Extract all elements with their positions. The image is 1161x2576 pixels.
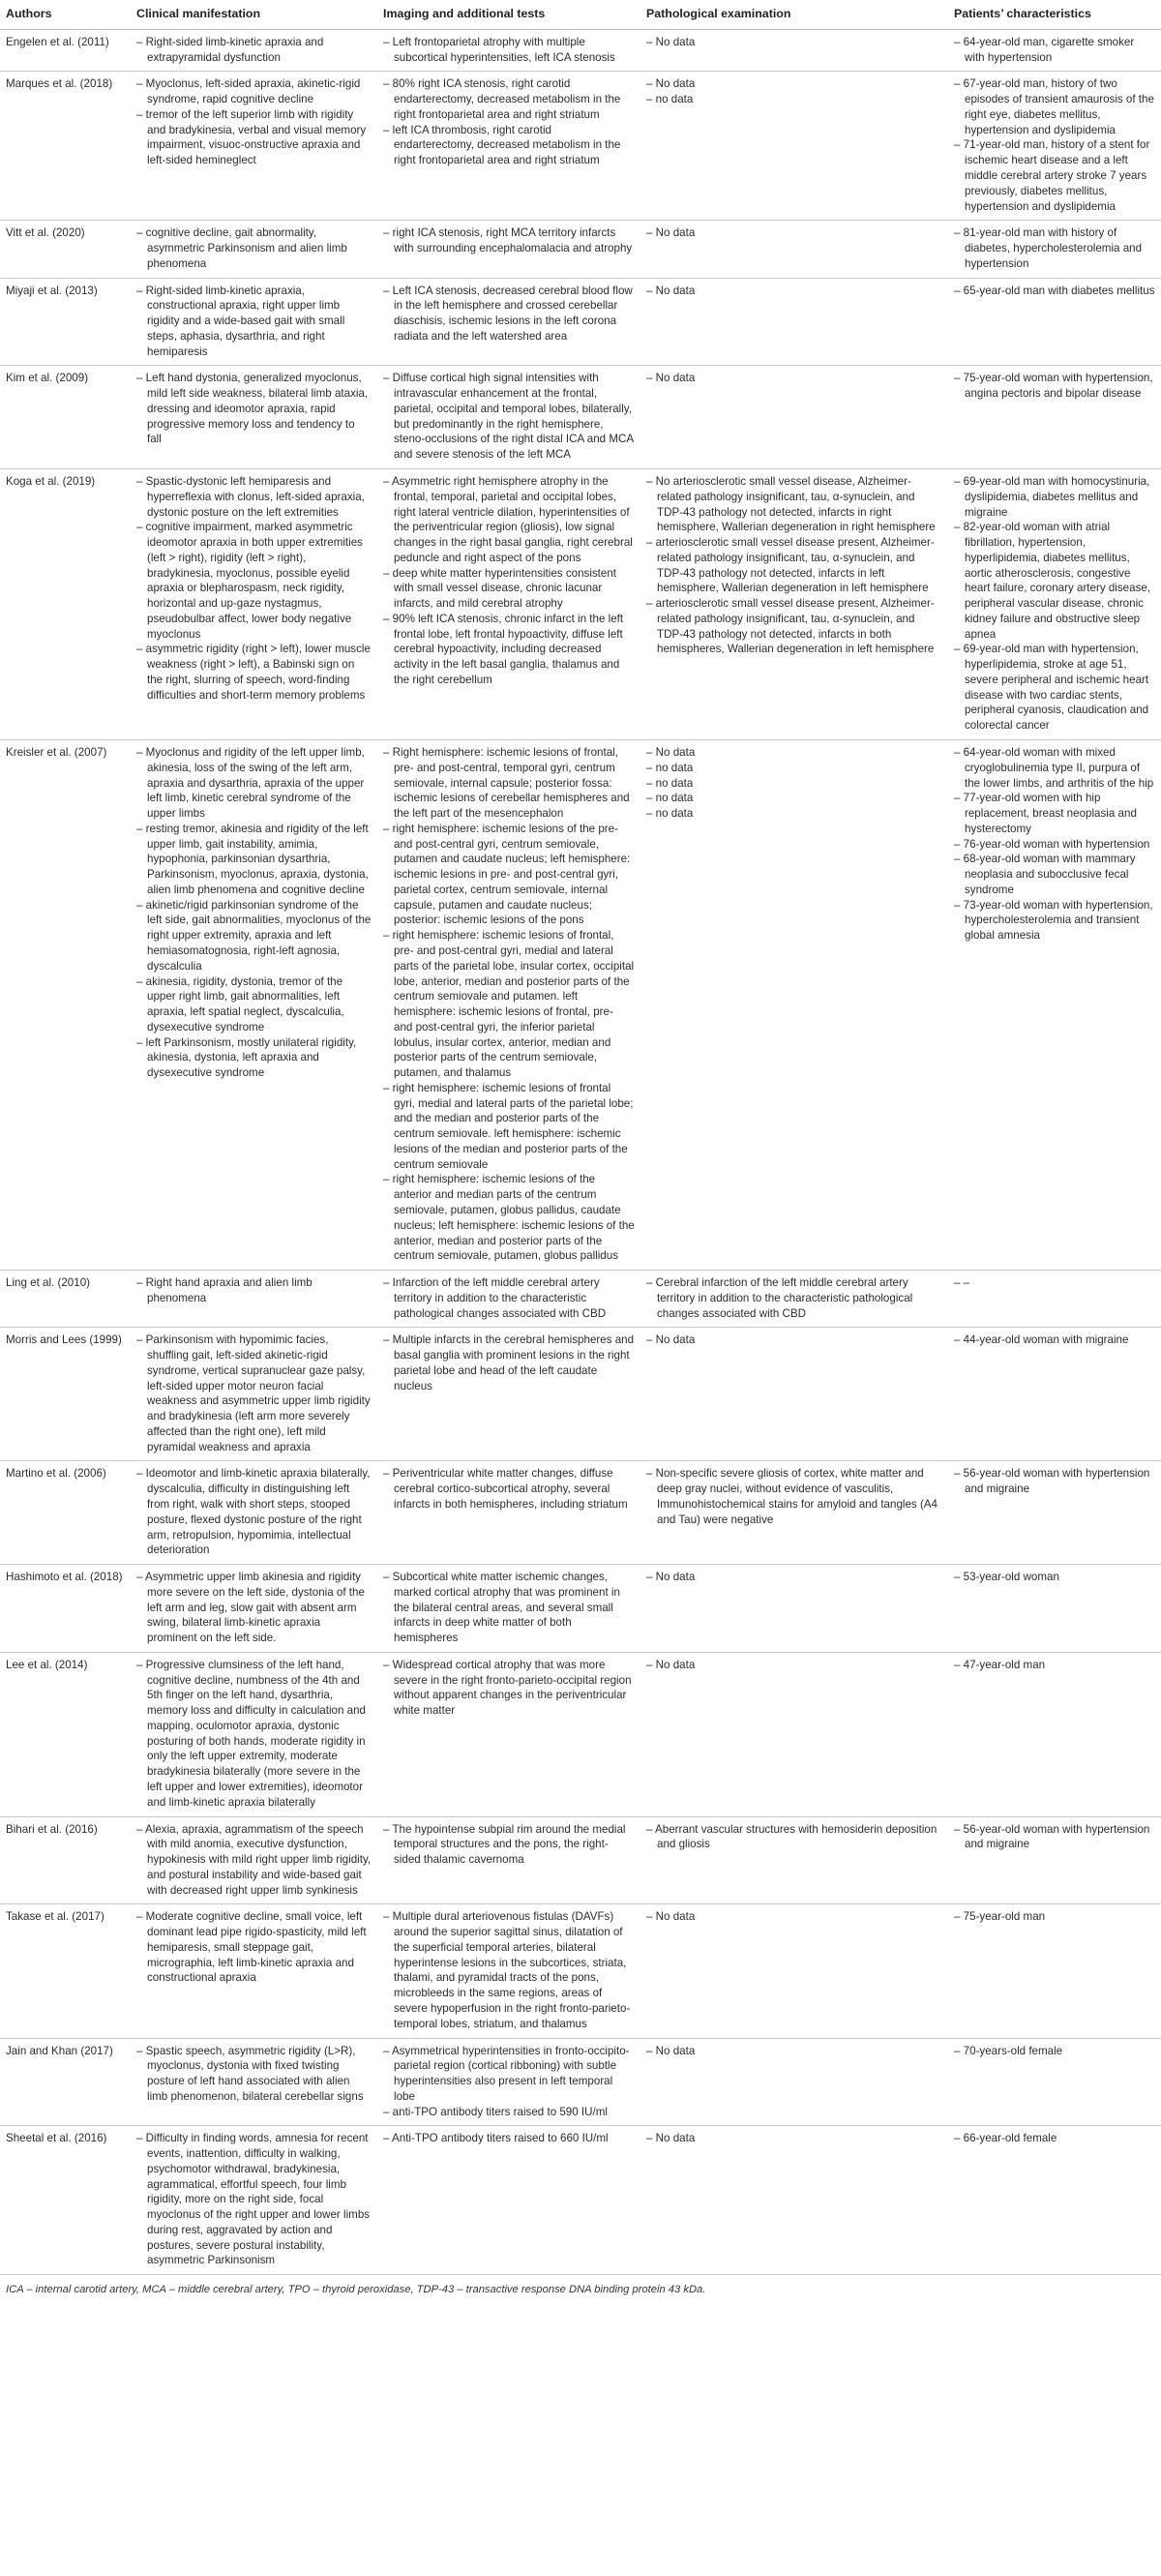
cell-item: – Non-specific severe gliosis of cortex, white matter and deep gray nuclei, without evidence of vasculitis, Immunohistochemical stains for amyloid and tangles (A4 and Tau) were negative [646,1467,938,1526]
cell-item: – cognitive decline, gait abnormality, asymmetric Parkinsonism and alien limb phenomena [136,226,347,270]
cell-item: – Widespread cortical atrophy that was more severe in the right fronto-parieto-occipital region without apparent changes in the periventricular white matter [383,1658,632,1718]
cell-item: – left Parkinsonism, mostly unilateral rigidity, akinesia, dystonia, left apraxia and dysexecutive syndrome [136,1035,357,1080]
patients-cell [948,366,1161,469]
cell-item: – Multiple infarcts in the cerebral hemispheres and basal ganglia with prominent lesions in the right parietal lobe and head of the left caudate nucleus [383,1333,635,1393]
cell-item: – left ICA thrombosis, right carotid endarterectomy, decreased metabolism in the right frontoparietal area and right striatum [383,123,621,167]
cell-item: – Moderate cognitive decline, small voice, left dominant lead pipe rigido-spasticity, mild left hemiparesis, small steppage gait, micrographia, left limb-kinetic apraxia and constructional apraxia [136,1910,367,1985]
patients-cell [948,2038,1161,2126]
cell-item: – Left frontoparietal atrophy with multiple subcortical hyperintensities, left ICA stenosis [383,35,615,64]
cell-item: – Right hand apraxia and alien limb phenomena [136,1276,313,1304]
table-header [0,0,1161,29]
cell-item: – 80% right ICA stenosis, right carotid endarterectomy, decreased metabolism in the right frontoparietal area and right striatum [383,77,621,121]
imaging-cell [377,1328,640,1461]
cell-item: – Spastic-dystonic left hemiparesis and hyperreflexia with clonus, left-sided apraxia, dystonic posture on the left extremities [136,475,365,519]
cell-item: – Right-sided limb-kinetic apraxia, constructional apraxia, right upper limb rigidity and a wide-based gait with small steps, aphasia, dysarthria, and right hemiparesis [136,284,345,358]
cell-item: – Ideomotor and limb-kinetic apraxia bilaterally, dyscalculia, difficulty in distinguishing left from right, walk with short steps, stooped posture, flexed dystonic posture of the right arm, retropulsion, hypomimia, intellectual deterioration [136,1467,371,1557]
imaging-cell [377,1816,640,1904]
patients-cell [948,1271,1161,1328]
imaging-cell [377,72,640,221]
table-row [0,2038,1161,2126]
author-cell: Lee et al. (2014) [0,1652,131,1816]
clinical-cell [131,29,377,72]
pathology-cell [640,278,948,366]
header-authors: Authors [0,0,131,29]
pathology-cell [640,740,948,1271]
imaging-cell [377,1271,640,1328]
author-cell: Koga et al. (2019) [0,469,131,740]
cell-item: – right hemisphere: ischemic lesions of the pre- and post-central gyri, centrum semiovale, putamen and caudate nucleus; left hemisphere: ischemic lesions in pre- and post-central gyri, parietal cortex, centrum semiovale, internal capsule, putamen and caudate nucleus; posterior: ischemic lesions of the pons [383,822,631,927]
author-cell: Jain and Khan (2017) [0,2038,131,2126]
table-row [0,72,1161,221]
pathology-cell [640,1328,948,1461]
cell-item: – 75-year-old man [954,1910,1046,1924]
cell-item: – No arteriosclerotic small vessel disease, Alzheimer-related pathology insignificant, tau, α-synuclein, and TDP-43 pathology not detected, infarcts in right hemisphere, Wallerian degeneration in right hemisphere [646,475,936,534]
author-cell: Kreisler et al. (2007) [0,740,131,1271]
cell-item: – right ICA stenosis, right MCA territory infarcts with surrounding encephalomalacia and atrophy [383,226,633,255]
cell-item: – Diffuse cortical high signal intensities with intravascular enhancement at the frontal, parietal, occipital and temporal lobes, bilaterally, but predominantly in the right hemisphere, steno-occlusions of the right distal ICA and MCA and severe stenosis of the left MCA [383,372,634,462]
imaging-cell [377,469,640,740]
cell-item: – Periventricular white matter changes, diffuse cerebral cortico-subcortical atrophy, several infarcts in both hemispheres, including striatum [383,1467,628,1511]
cell-item: – 82-year-old woman with atrial fibrillation, hypertension, hyperlipidemia, diabetes mellitus, aortic atherosclerosis, congestive heart failure, coronary artery disease, peripheral vascular disease, chronic kidney failure and obstructive sleep apnea [954,521,1151,641]
cell-item: – 73-year-old woman with hypertension, hypercholesterolemia and transient global amnesia [954,898,1153,943]
cell-item: – Right hemisphere: ischemic lesions of frontal, pre- and post-central, temporal gyri, centrum semiovale, internal capsule; posterior fossa: ischemic lesions of cerebellar hemispheres and the left part of the mesencephalon [383,746,630,821]
cell-item: – 67-year-old man, history of two episodes of transient amaurosis of the right eye, diabetes mellitus, hypertension and dyslipidemia [954,77,1154,136]
imaging-cell [377,1652,640,1816]
clinical-cell [131,1652,377,1816]
cell-item: – 56-year-old woman with hypertension and migraine [954,1822,1150,1851]
cell-item: – Spastic speech, asymmetric rigidity (L>R), myoclonus, dystonia with fixed twisting posture of left hand associated with alien limb phenomenon, bilateral cerebellar signs [136,2044,364,2103]
cell-item: – Asymmetric upper limb akinesia and rigidity more severe on the left side, dystonia of the left arm and leg, slow gait with absent arm swing, bilateral limb-kinetic apraxia prominent on the left side. [136,1571,365,1645]
cell-item: – right hemisphere: ischemic lesions of frontal gyri, medial and lateral parts of the parietal lobe; and the median and posterior parts of the centrum semiovale. left hemisphere: ischemic lesions of the median and posterior parts of the centrum semiovale [383,1081,634,1171]
cell-item: – no data [646,93,694,106]
cell-item: – Difficulty in finding words, amnesia for recent events, inattention, difficulty in walking, psychomotor withdrawal, bradykinesia, agrammatical, effortful speech, four limb rigidity, more on the right side, focal myoclonus of the right upper and lower limbs during rest, aggravated by action and postures, severe postural instability, asymmetric Parkinsonism [136,2132,371,2267]
author-cell: Sheetal et al. (2016) [0,2126,131,2275]
clinical-cell [131,1461,377,1565]
cell-item: – cognitive impairment, marked asymmetric ideomotor apraxia in both upper extremities (left > right), rigidity (left > right), bradykinesia, myoclonus, possible eyelid apraxia or blepharospasm, neck rigidity, horizontal and up-gaze nystagmus, pseudobulbar affect, lower body negative myoclonus [136,521,363,641]
patients-cell [948,278,1161,366]
author-cell: Marques et al. (2018) [0,72,131,221]
cell-item: – akinesia, rigidity, dystonia, tremor of the upper right limb, gait abnormalities, left apraxia, left spatial neglect, dyscalculia, dysexecutive syndrome [136,974,344,1033]
cell-item: – arteriosclerotic small vessel disease present, Alzheimer-related pathology insignificant, tau, α-synuclein, and TDP-43 pathology not detected, infarcts in left hemisphere, Wallerian degeneration in left hemisphere [646,536,935,595]
cell-item: – Right-sided limb-kinetic apraxia and extrapyramidal dysfunction [136,35,324,64]
author-cell: Ling et al. (2010) [0,1271,131,1328]
cell-item: – tremor of the left superior limb with rigidity and bradykinesia, verbal and visual memory impairment, visuoc-onstructive apraxia and left-sided hemineglect [136,107,367,167]
header-imaging-tests: Imaging and additional tests [377,0,640,29]
cell-item: – 77-year-old women with hip replacement, breast neoplasia and hysterectomy [954,792,1137,835]
cell-item: – Multiple dural arteriovenous fistulas (DAVFs) around the superior sagittal sinus, dilatation of the superficial temporal arteries, bilateral hyperintense lesions in the subcortices, striata, thalami, and pyramidal tracts of the pons, microbleeds in the same regions, areas of severe hypoperfusion in the right fronto-parieto-temporal lobes, striatum, and thalamus [383,1910,631,2030]
table-row [0,1904,1161,2038]
imaging-cell [377,278,640,366]
author-cell: Martino et al. (2006) [0,1461,131,1565]
patients-cell [948,1328,1161,1461]
clinical-cell [131,1816,377,1904]
author-cell: Morris and Lees (1999) [0,1328,131,1461]
patients-cell [948,1816,1161,1904]
table-footnote: ICA – internal carotid artery, MCA – middle cerebral artery, TPO – thyroid peroxidase, TDP-43 – transactive response DNA binding protein 43 kDa. [6,2284,706,2296]
imaging-cell [377,1461,640,1565]
cell-item: – No data [646,1910,696,1924]
cell-item: – 68-year-old woman with mammary neoplasia and subocclusive fecal syndrome [954,853,1136,896]
cell-item: – Aberrant vascular structures with hemosiderin deposition and gliosis [646,1822,938,1851]
table-row [0,2126,1161,2275]
clinical-cell [131,366,377,469]
patients-cell [948,1565,1161,1653]
cell-item: – 47-year-old man [954,1658,1046,1671]
clinical-cell [131,2038,377,2126]
cell-item: – 64-year-old woman with mixed cryoglobulinemia type II, purpura of the lower limbs, and arthritis of the hip [954,746,1154,790]
cell-item: – 66-year-old female [954,2132,1057,2145]
cell-item: – No data [646,1571,696,1584]
table-row [0,1816,1161,1904]
cell-item: – No data [646,372,696,385]
cell-item: – Asymmetric right hemisphere atrophy in the frontal, temporal, parietal and occipital lobes, right lateral ventricle dilation, hyperintensities of the periventricular region (gliosis), low signal changes in the right basal ganglia, right cerebral peduncle and right aspect of the pons [383,475,633,564]
author-cell: Vitt et al. (2020) [0,221,131,278]
table-row [0,221,1161,278]
table-row [0,1271,1161,1328]
cell-item: – 90% left ICA stenosis, chronic infarct in the left frontal lobe, left frontal hypoactivity, diffuse left cerebral hypoactivity, including decreased activity in the left basal ganglia, thalamus and the right cerebellum [383,612,624,686]
author-cell: Takase et al. (2017) [0,1904,131,2038]
pathology-cell [640,1565,948,1653]
cell-item: – Anti-TPO antibody titers raised to 660 IU/ml [383,2132,609,2145]
cell-item: – 53-year-old woman [954,1571,1059,1584]
pathology-cell [640,1816,948,1904]
cell-item: – 81-year-old man with history of diabetes, hypercholesterolemia and hypertension [954,226,1143,270]
pathology-cell [640,221,948,278]
patients-cell [948,740,1161,1271]
pathology-cell [640,469,948,740]
patients-cell [948,1904,1161,2038]
imaging-cell [377,2038,640,2126]
table-row [0,1328,1161,1461]
cell-item: – Progressive clumsiness of the left hand, cognitive decline, numbness of the 4th and 5th finger on the left hand, dysarthria, memory loss and difficulty in calculation and mapping, oculomotor apraxia, dystonic posturing of both hands, moderate rigidity in only the left upper extremity, moderate bradykinesia bilaterally (more severe in the left upper and lower extremities), ideomotor and limb-kinetic apraxia bilaterally [136,1658,366,1809]
cell-item: – resting tremor, akinesia and rigidity of the left upper limb, gait instability, amimia, hypophonia, parkinsonian dysarthria, Parkinsonism, myoclonus, apraxia, dystonia, alien limb phenomena and cognitive decline [136,822,369,896]
pathology-cell [640,1271,948,1328]
imaging-cell [377,1565,640,1653]
patients-cell [948,221,1161,278]
cell-item: – Left ICA stenosis, decreased cerebral blood flow in the left hemisphere and crossed cerebellar diaschisis, ischemic lesions in the left corona radiata and the left watershed area [383,284,633,343]
header-patients-characteristics: Patients’ characteristics [948,0,1161,29]
cell-item: – 56-year-old woman with hypertension and migraine [954,1467,1150,1496]
clinical-cell [131,1565,377,1653]
pathology-cell [640,29,948,72]
imaging-cell [377,1904,640,2038]
cell-item: – Parkinsonism with hypomimic facies, shuffling gait, left-sided akinetic-rigid syndrome, vertical supranuclear gaze palsy, left-sided upper motor neuron facial weakness and asymmetric upper limb rigidity and bradykinesia (left arm more severely affected than the right one), left mild pyramidal weakness and apraxia [136,1333,371,1453]
cell-item: – 65-year-old man with diabetes mellitus [954,284,1155,297]
patients-cell [948,29,1161,72]
cell-item: – No data [646,35,696,48]
table-row [0,740,1161,1271]
clinical-cell [131,278,377,366]
table-row [0,29,1161,72]
cell-item: – Cerebral infarction of the left middle cerebral artery territory in addition to the characteristic pathological changes associated with CBD [646,1276,913,1320]
cell-item: – No data [646,1658,696,1671]
cell-item: – no data [646,776,694,790]
cell-item: – Myoclonus, left-sided apraxia, akinetic-rigid syndrome, rapid cognitive decline [136,77,361,106]
patients-cell [948,469,1161,740]
cell-item: – asymmetric rigidity (right > left), lower muscle weakness (right > left), a Babinski sign on the right, slurring of speech, word-finding difficulties and short-term memory problems [136,643,371,702]
header-row [0,0,1161,29]
cell-item: – akinetic/rigid parkinsonian syndrome of the left side, gait abnormalities, myoclonus of the right upper extremity, apraxia and left hemiasomatognosia, right-left agnosia, dyscalculia [136,898,372,973]
cell-item: – Infarction of the left middle cerebral artery territory in addition to the characteristic pathological changes associated with CBD [383,1276,607,1320]
cell-item: – Alexia, apraxia, agrammatism of the speech with mild anomia, executive dysfunction, hypokinesis with mild right upper limb rigidity, and postural instability and wide-based gait with decreased right upper limb synkinesis [136,1822,372,1897]
table-row [0,366,1161,469]
cell-item: – 44-year-old woman with migraine [954,1333,1129,1347]
patients-cell [948,72,1161,221]
clinical-cell [131,1328,377,1461]
cell-item: – arteriosclerotic small vessel disease present, Alzheimer-related pathology insignificant, tau, α-synuclein, and TDP-43 pathology not detected, infarcts in both hemispheres, Wallerian degeneration in left hemisphere [646,597,935,656]
clinical-cell [131,1271,377,1328]
clinical-cell [131,221,377,278]
cell-item: – Left hand dystonia, generalized myoclonus, mild left side weakness, bilateral limb ataxia, dressing and ideomotor apraxia, rapid progressive memory loss and tendency to fall [136,372,369,446]
cell-item: – No data [646,746,696,760]
author-cell: Miyaji et al. (2013) [0,278,131,366]
imaging-cell [377,221,640,278]
pathology-cell [640,72,948,221]
imaging-cell [377,740,640,1271]
header-pathological-examination: Pathological examination [640,0,948,29]
clinical-cell [131,72,377,221]
author-cell: Bihari et al. (2016) [0,1816,131,1904]
cell-item: – 69-year-old man with hypertension, hyperlipidemia, stroke at age 51, severe peripheral and ischemic heart disease with two cardiac stents, peripheral cyanosis, claudication and colorectal cancer [954,643,1149,733]
cell-item: – The hypointense subpial rim around the medial temporal structures and the pons, the right-sided thalamic cavernoma [383,1822,626,1867]
cell-item: – No data [646,1333,696,1347]
cell-item: – No data [646,2044,696,2057]
pathology-cell [640,1461,948,1565]
pathology-cell [640,2126,948,2275]
patients-cell [948,2126,1161,2275]
author-cell: Engelen et al. (2011) [0,29,131,72]
cell-item: – Asymmetrical hyperintensities in fronto-occipito-parietal region (cortical ribboning) with subtle hyperintensities also present in left temporal lobe [383,2044,630,2103]
cell-item: – right hemisphere: ischemic lesions of frontal, pre- and post-central gyri, medial and lateral parts of the parietal lobe, insular cortex, occipital lobe, anterior, median and posterior parts of the centrum semiovale and putamen. left hemisphere: ischemic lesions of frontal, pre- and post-central gyri, the inferior parietal lobulus, insular cortex, anterior, median and posterior parts of the centrum semiovale, putamen, and thalamus [383,929,635,1080]
clinical-cell [131,740,377,1271]
table-body [0,29,1161,2274]
cell-item: – No data [646,2132,696,2145]
cell-item: – right hemisphere: ischemic lesions of the anterior and median parts of the centrum semiovale, putamen, globus pallidus, caudate nucleus; left hemisphere: ischemic lesions of the anterior, median and posterior parts of the centrum semiovale, putamen, globus pallidus [383,1173,635,1263]
table-row [0,278,1161,366]
cell-item: – anti-TPO antibody titers raised to 590 IU/ml [383,2105,608,2118]
clinical-cell [131,469,377,740]
cell-item: – – [954,1276,970,1290]
cell-item: – 70-years-old female [954,2044,1063,2057]
author-cell: Hashimoto et al. (2018) [0,1565,131,1653]
cell-item: – 76-year-old woman with hypertension [954,837,1150,851]
cell-item: – 69-year-old man with homocystinuria, dyslipidemia, diabetes mellitus and migraine [954,475,1150,519]
cell-item: – 71-year-old man, history of a stent for ischemic heart disease and a left middle cerebral artery stroke 7 years previously, diabetes mellitus, hypertension and dyslipidemia [954,138,1150,213]
header-clinical-manifestation: Clinical manifestation [131,0,377,29]
cell-item: – no data [646,761,694,774]
table-row [0,469,1161,740]
imaging-cell [377,29,640,72]
table-row [0,1565,1161,1653]
clinical-cell [131,1904,377,2038]
table-row [0,1461,1161,1565]
imaging-cell [377,2126,640,2275]
cell-item: – no data [646,792,694,805]
pathology-cell [640,1904,948,2038]
clinical-cell [131,2126,377,2275]
cell-item: – No data [646,226,696,240]
pathology-cell [640,2038,948,2126]
cell-item: – no data [646,807,694,821]
pathology-cell [640,366,948,469]
cell-item: – Myoclonus and rigidity of the left upper limb, akinesia, loss of the swing of the left arm, apraxia and dysarthria, apraxia of the upper left limb, kinetic cerebral syndrome of the upper limbs [136,746,365,821]
cell-item: – 75-year-old woman with hypertension, angina pectoris and bipolar disease [954,372,1153,401]
cell-item: – Subcortical white matter ischemic changes, marked cortical atrophy that was prominent in the bilateral central areas, and several small infarcts in deep white matter of both hemispheres [383,1571,620,1645]
patients-cell [948,1652,1161,1816]
author-cell: Kim et al. (2009) [0,366,131,469]
cell-item: – deep white matter hyperintensities consistent with small vessel disease, chronic lacunar infarcts, and mild cerebral atrophy [383,566,617,611]
cell-item: – No data [646,284,696,297]
table-row [0,1652,1161,1816]
cell-item: – No data [646,77,696,91]
cell-item: – 64-year-old man, cigarette smoker with hypertension [954,35,1135,64]
pathology-cell [640,1652,948,1816]
patients-cell [948,1461,1161,1565]
imaging-cell [377,366,640,469]
